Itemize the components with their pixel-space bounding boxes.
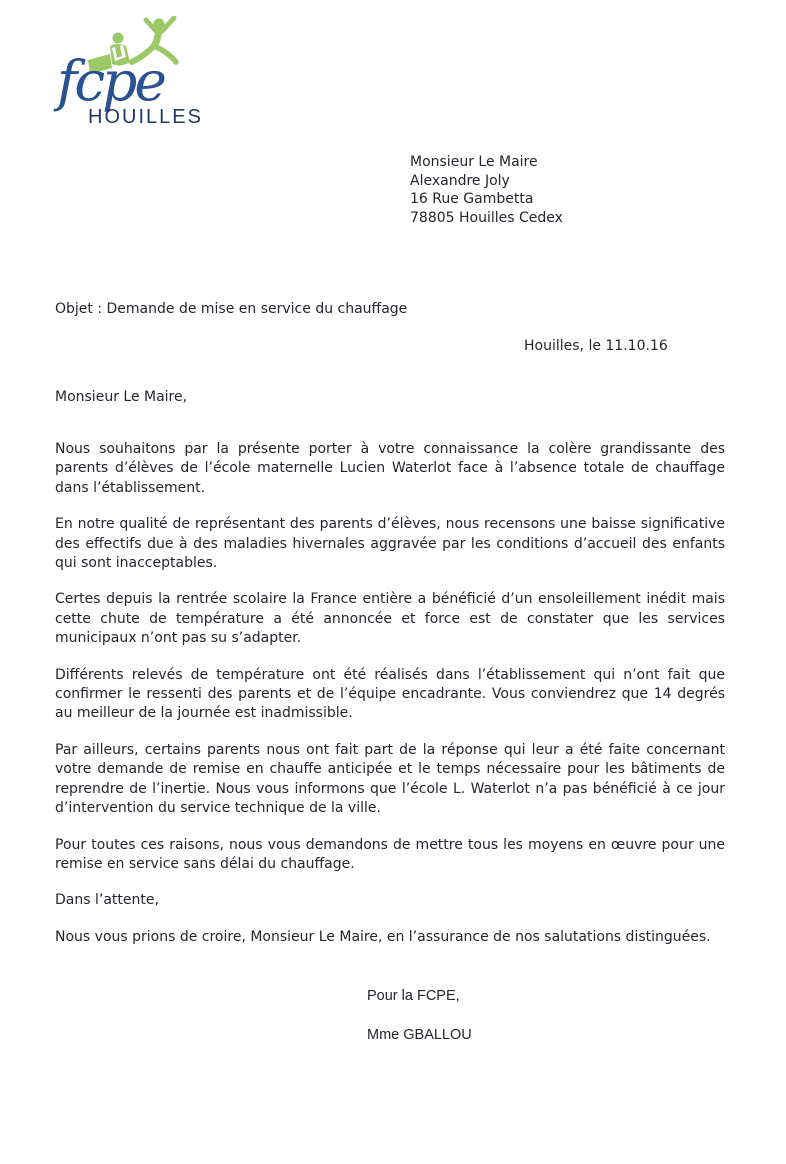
- letter-body: [55, 440, 725, 964]
- body-paragraph: En notre qualité de représentant des parents d’élèves, nous recensons une baisse significative des effectifs due à des maladies hivernales aggravée par les conditions d’accueil des enfants qui sont inacceptables.: [55, 516, 725, 572]
- salutation: Monsieur Le Maire,: [55, 389, 188, 405]
- fcpe-logo: [57, 14, 237, 136]
- date-line: Houilles, le 11.10.16: [524, 338, 668, 354]
- logo-city-text: HOUILLES: [88, 106, 203, 128]
- closing-block: [367, 988, 472, 1043]
- recipient-line: Monsieur Le Maire: [410, 154, 538, 170]
- closing-for-org: Pour la FCPE,: [367, 988, 460, 1004]
- logo-brand-text: fcpe: [57, 49, 164, 113]
- recipient-line: Alexandre Joly: [410, 172, 510, 189]
- subject-line: Objet : Demande de mise en service du chauffage: [55, 301, 408, 317]
- body-paragraph: Pour toutes ces raisons, nous vous demandons de mettre tous les moyens en œuvre pour une remise en service sans délai du chauffage.: [55, 836, 725, 872]
- body-paragraph: Nous souhaitons par la présente porter à votre connaissance la colère grandissante des parents d’élèves de l’école maternelle Lucien Waterlot face à l’absence totale de chauffage dans l’établissement.: [55, 441, 725, 496]
- body-paragraph: Par ailleurs, certains parents nous ont fait part de la réponse qui leur a été faite concernant votre demande de remise en chauffe anticipée et le temps nécessaire pour les bâtiments de reprendre de l’inertie. Nous vous informons que l’école L. Waterlot n’a pas bénéficié à ce jour d’intervention du service technique de la ville.: [55, 741, 725, 817]
- recipient-line: 78805 Houilles Cedex: [410, 209, 563, 226]
- signature-name: Mme GBALLOU: [367, 1027, 472, 1043]
- body-paragraph: Différents relevés de température ont été réalisés dans l’établissement qui n’ont fait que confirmer le ressenti des parents et de l’équipe encadrante. Vous conviendrez que 14 degrés au meilleur de la journée est inadmissible.: [55, 666, 725, 722]
- recipient-address: [410, 153, 563, 227]
- body-paragraph: Dans l’attente,: [55, 892, 159, 909]
- recipient-line: 16 Rue Gambetta: [410, 191, 534, 207]
- body-paragraph: Certes depuis la rentrée scolaire la France entière a bénéficié d’un ensoleillement inédit mais cette chute de température a été annoncée et force est de constater que les services municipaux n’ont pas su s’adapter.: [55, 591, 725, 647]
- body-paragraph: Nous vous prions de croire, Monsieur Le Maire, en l’assurance de nos salutations distinguées.: [55, 928, 711, 945]
